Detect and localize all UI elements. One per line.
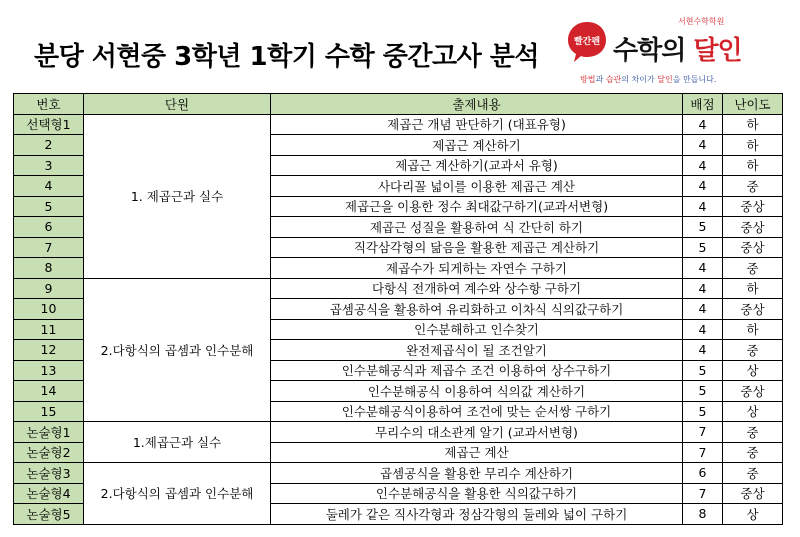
slogan (580, 74, 716, 85)
question-difficulty: 중상 (723, 237, 783, 258)
question-number: 논술형3 (14, 463, 84, 484)
question-content: 제곱근 계산하기(교과서 유형) (271, 155, 683, 176)
question-number: 8 (14, 258, 84, 279)
question-score: 7 (683, 422, 723, 443)
question-number: 논술형1 (14, 422, 84, 443)
slogan-word-method: 방법 (580, 75, 596, 84)
question-score: 4 (683, 299, 723, 320)
question-score: 4 (683, 176, 723, 197)
question-score: 4 (683, 114, 723, 135)
question-content: 제곱근 계산하기 (271, 135, 683, 156)
question-difficulty: 중상 (723, 299, 783, 320)
unit-cell: 1. 제곱근과 실수 (84, 114, 271, 278)
question-number: 13 (14, 360, 84, 381)
slogan-word-habit: 습관 (605, 75, 622, 84)
header-number: 번호 (14, 94, 84, 115)
question-number: 14 (14, 381, 84, 402)
question-difficulty: 하 (723, 135, 783, 156)
question-content: 인수분해하고 인수찾기 (271, 319, 683, 340)
question-score: 5 (683, 217, 723, 238)
question-content: 제곱수가 되게하는 자연수 구하기 (271, 258, 683, 279)
table-row (14, 114, 783, 135)
question-content: 제곱근을 이용한 정수 최대값구하기(교과서변형) (271, 196, 683, 217)
question-number: 11 (14, 319, 84, 340)
header-score: 배점 (683, 94, 723, 115)
question-score: 5 (683, 237, 723, 258)
brand-part1: 수학의 (613, 36, 686, 66)
question-content: 사다리꼴 넓이를 이용한 제곱근 계산 (271, 176, 683, 197)
question-content: 곱셈공식을 활용한 무리수 계산하기 (271, 463, 683, 484)
question-number: 7 (14, 237, 84, 258)
speech-bubble-icon (566, 20, 608, 64)
question-score: 5 (683, 381, 723, 402)
exam-analysis-table (13, 93, 783, 525)
question-score: 8 (683, 504, 723, 525)
question-score: 6 (683, 463, 723, 484)
question-content: 직각삼각형의 닮음을 활용한 제곱근 계산하기 (271, 237, 683, 258)
bubble-text: 빨간펜 (573, 37, 601, 47)
header-content: 출제내용 (271, 94, 683, 115)
question-difficulty: 중 (723, 422, 783, 443)
question-content: 인수분해공식 이용하여 식의값 계산하기 (271, 381, 683, 402)
question-content: 둘레가 같은 직사각형과 정삼각형의 둘레와 넓이 구하기 (271, 504, 683, 525)
question-difficulty: 중상 (723, 381, 783, 402)
question-score: 5 (683, 401, 723, 422)
question-number: 3 (14, 155, 84, 176)
question-difficulty: 중 (723, 463, 783, 484)
question-difficulty: 중 (723, 340, 783, 361)
question-difficulty: 중상 (723, 196, 783, 217)
question-content: 제곱근 계산 (271, 442, 683, 463)
table-row (14, 463, 783, 484)
question-number: 15 (14, 401, 84, 422)
question-score: 4 (683, 155, 723, 176)
question-content: 인수분해공식을 활용한 식의값구하기 (271, 483, 683, 504)
question-difficulty: 상 (723, 360, 783, 381)
question-number: 논술형5 (14, 504, 84, 525)
question-content: 완전제곱식이 될 조건알기 (271, 340, 683, 361)
question-number: 4 (14, 176, 84, 197)
slogan-text-1: 과 (595, 75, 606, 84)
question-difficulty: 하 (723, 278, 783, 299)
slogan-text-3: 을 만듭니다. (672, 75, 717, 84)
question-score: 4 (683, 196, 723, 217)
question-content: 무리수의 대소관계 알기 (교과서변형) (271, 422, 683, 443)
question-difficulty: 중 (723, 258, 783, 279)
academy-name: 서현수학학원 (678, 17, 725, 26)
question-content: 인수분해공식이용하여 조건에 맞는 순서쌍 구하기 (271, 401, 683, 422)
question-number: 선택형1 (14, 114, 84, 135)
brand-part2: 달인 (693, 36, 742, 66)
question-number: 논술형4 (14, 483, 84, 504)
unit-cell: 1.제곱근과 실수 (84, 422, 271, 463)
question-difficulty: 하 (723, 319, 783, 340)
question-score: 5 (683, 360, 723, 381)
question-difficulty: 중 (723, 176, 783, 197)
unit-cell: 2.다항식의 곱셈과 인수분해 (84, 463, 271, 525)
question-content: 다항식 전개하여 계수와 상수항 구하기 (271, 278, 683, 299)
header-difficulty: 난이도 (723, 94, 783, 115)
unit-cell: 2.다항식의 곱셈과 인수분해 (84, 278, 271, 422)
question-difficulty: 중 (723, 442, 783, 463)
question-score: 7 (683, 483, 723, 504)
question-difficulty: 상 (723, 401, 783, 422)
question-score: 7 (683, 442, 723, 463)
slogan-word-master: 달인 (657, 75, 673, 84)
question-content: 제곱근 개념 판단하기 (대표유형) (271, 114, 683, 135)
table-row (14, 278, 783, 299)
question-number: 논술형2 (14, 442, 84, 463)
slogan-text-2: 의 차이가 (621, 75, 658, 84)
question-difficulty: 중상 (723, 217, 783, 238)
question-content: 곱셈공식을 활용하여 유리화하고 이차식 식의값구하기 (271, 299, 683, 320)
header-unit: 단원 (84, 94, 271, 115)
question-content: 제곱근 성질을 활용하여 식 간단히 하기 (271, 217, 683, 238)
brand-name (613, 30, 742, 67)
question-number: 6 (14, 217, 84, 238)
question-difficulty: 중상 (723, 483, 783, 504)
question-content: 인수분해공식과 제곱수 조건 이용하여 상수구하기 (271, 360, 683, 381)
question-difficulty: 상 (723, 504, 783, 525)
table-row (14, 422, 783, 443)
question-number: 5 (14, 196, 84, 217)
question-score: 4 (683, 319, 723, 340)
question-score: 4 (683, 278, 723, 299)
question-number: 10 (14, 299, 84, 320)
academy-logo (566, 12, 766, 90)
question-score: 4 (683, 135, 723, 156)
question-number: 2 (14, 135, 84, 156)
page-title: 분당 서현중 3학년 1학기 수학 중간고사 분석 (34, 42, 539, 72)
question-score: 4 (683, 340, 723, 361)
question-difficulty: 하 (723, 114, 783, 135)
table-header-row (14, 94, 783, 115)
question-score: 4 (683, 258, 723, 279)
question-number: 9 (14, 278, 84, 299)
question-difficulty: 하 (723, 155, 783, 176)
question-number: 12 (14, 340, 84, 361)
